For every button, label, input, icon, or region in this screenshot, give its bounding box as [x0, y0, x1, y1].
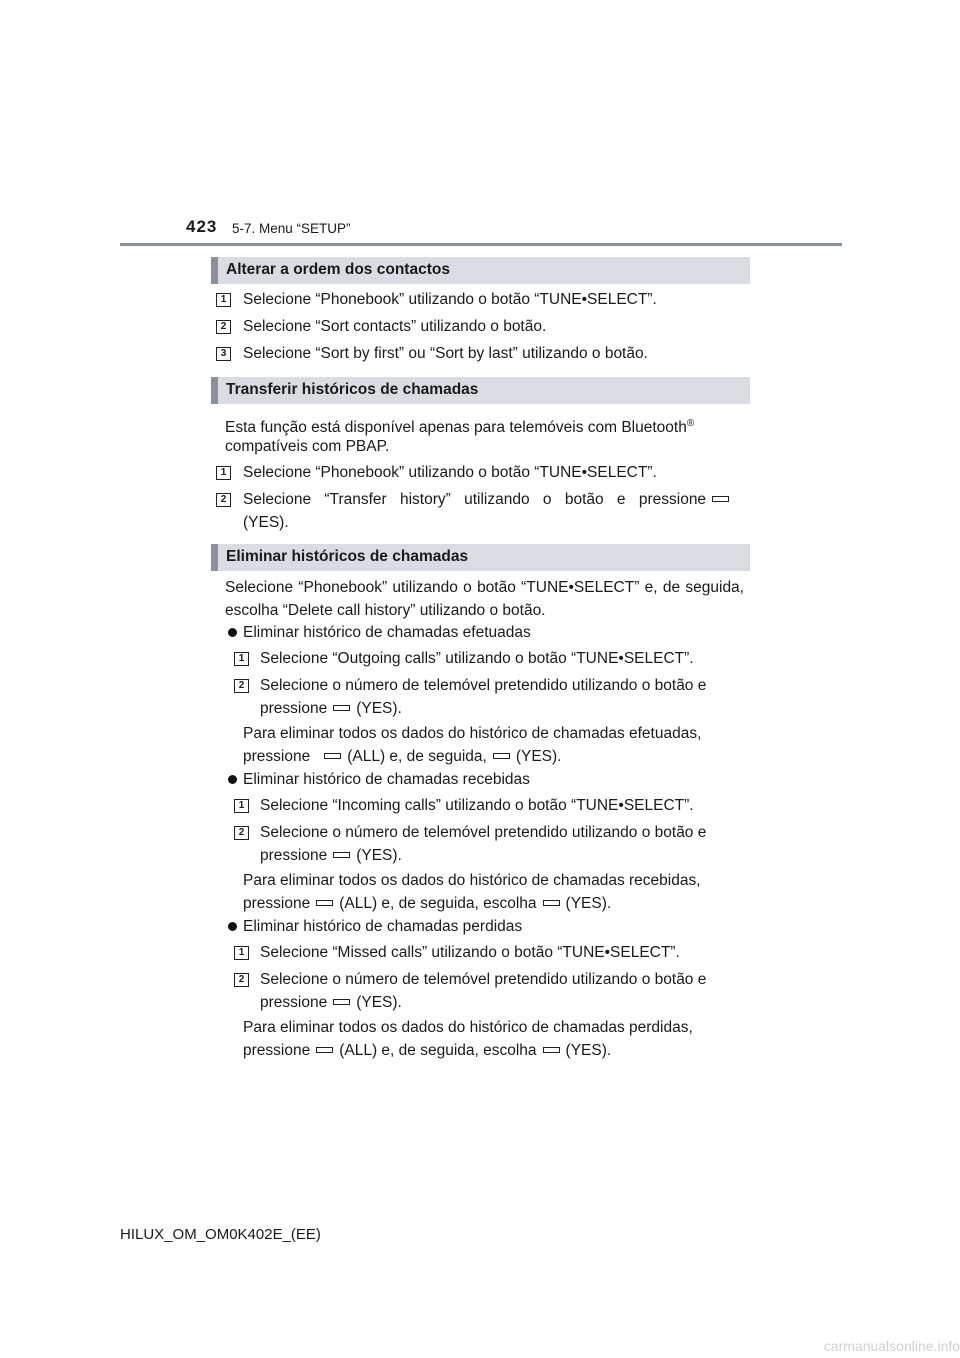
note-text: Para eliminar todos os dados do histórico de chamadas recebidas, pressione (ALL) e, de seguida, escolha (YES).	[243, 872, 701, 912]
step-text: Selecione “Missed calls” utilizando o botão “TUNE•SELECT”.	[260, 944, 680, 961]
step-text: Selecione “Sort by first” ou “Sort by last” utilizando o botão.	[243, 345, 648, 362]
section-title: Eliminar históricos de chamadas	[226, 548, 469, 565]
section-intro-line2: compatíveis com PBAP.	[225, 438, 390, 455]
section-header-contact-order	[211, 257, 750, 284]
section-header-transfer-history	[211, 377, 750, 404]
page-number: 423	[186, 217, 218, 236]
step-text: Selecione “Sort contacts” utilizando o botão.	[243, 318, 547, 335]
step-number: 1	[216, 293, 231, 307]
section-intro: Selecione “Phonebook” utilizando o botão “TUNE•SELECT” e, de seguida, escolha “Delete call history” utilizando o botão.	[225, 579, 744, 619]
note-text: Para eliminar todos os dados do histórico de chamadas perdidas, pressione (ALL) e, de seguida, escolha (YES).	[243, 1019, 693, 1059]
step-text: Selecione o número de telemóvel pretendido utilizando o botão e pressione (YES).	[260, 677, 707, 717]
bullet-icon	[228, 922, 237, 931]
note-text: Para eliminar todos os dados do histórico de chamadas efetuadas, pressione (ALL) e, de seguida, (YES).	[243, 725, 702, 765]
header-divider	[120, 243, 842, 246]
step-text: Selecione “Phonebook” utilizando o botão “TUNE•SELECT”.	[243, 464, 657, 481]
step-number: 1	[216, 466, 231, 480]
step-number: 3	[216, 347, 231, 361]
step-number: 2	[234, 973, 249, 987]
all-button-icon	[324, 753, 341, 759]
section-title: Transferir históricos de chamadas	[226, 381, 479, 398]
bullet-icon	[228, 775, 237, 784]
document-code: HILUX_OM_OM0K402E_(EE)	[120, 1226, 321, 1243]
step-text: Selecione “Outgoing calls” utilizando o botão “TUNE•SELECT”.	[260, 650, 694, 667]
section-header-delete-history	[211, 544, 750, 571]
step-text: Selecione o número de telemóvel pretendido utilizando o botão e pressione (YES).	[260, 971, 707, 1011]
all-button-icon	[316, 900, 333, 906]
step-number: 1	[234, 799, 249, 813]
step-text: Selecione “Phonebook” utilizando o botão “TUNE•SELECT”.	[243, 291, 657, 308]
yes-button-icon	[543, 900, 560, 906]
chapter-title: 5-7. Menu “SETUP”	[232, 221, 351, 236]
yes-button-icon	[333, 705, 350, 711]
section-title: Alterar a ordem dos contactos	[226, 261, 450, 278]
bullet-text: Eliminar histórico de chamadas perdidas	[243, 918, 523, 935]
watermark: carmanualsonline.info	[823, 1338, 960, 1354]
step-text: Selecione “Transfer history” utilizando o botão e pressione (YES).	[243, 489, 748, 534]
step-text: Selecione o número de telemóvel pretendido utilizando o botão e pressione (YES).	[260, 824, 707, 864]
yes-button-icon	[543, 1047, 560, 1053]
yes-button-icon	[333, 852, 350, 858]
step-number: 2	[234, 826, 249, 840]
yes-button-icon	[333, 999, 350, 1005]
step-text: Selecione “Incoming calls” utilizando o botão “TUNE•SELECT”.	[260, 797, 694, 814]
step-number: 1	[234, 946, 249, 960]
step-number: 1	[234, 652, 249, 666]
yes-button-icon	[493, 753, 510, 759]
step-number: 2	[234, 679, 249, 693]
section-intro: Esta função está disponível apenas para telemóveis com Bluetooth®	[225, 418, 695, 437]
all-button-icon	[316, 1047, 333, 1053]
bullet-icon	[228, 628, 237, 637]
bullet-text: Eliminar histórico de chamadas recebidas	[243, 771, 530, 788]
step-number: 2	[216, 493, 231, 507]
yes-button-icon	[712, 496, 729, 502]
bullet-text: Eliminar histórico de chamadas efetuadas	[243, 624, 531, 641]
step-number: 2	[216, 320, 231, 334]
